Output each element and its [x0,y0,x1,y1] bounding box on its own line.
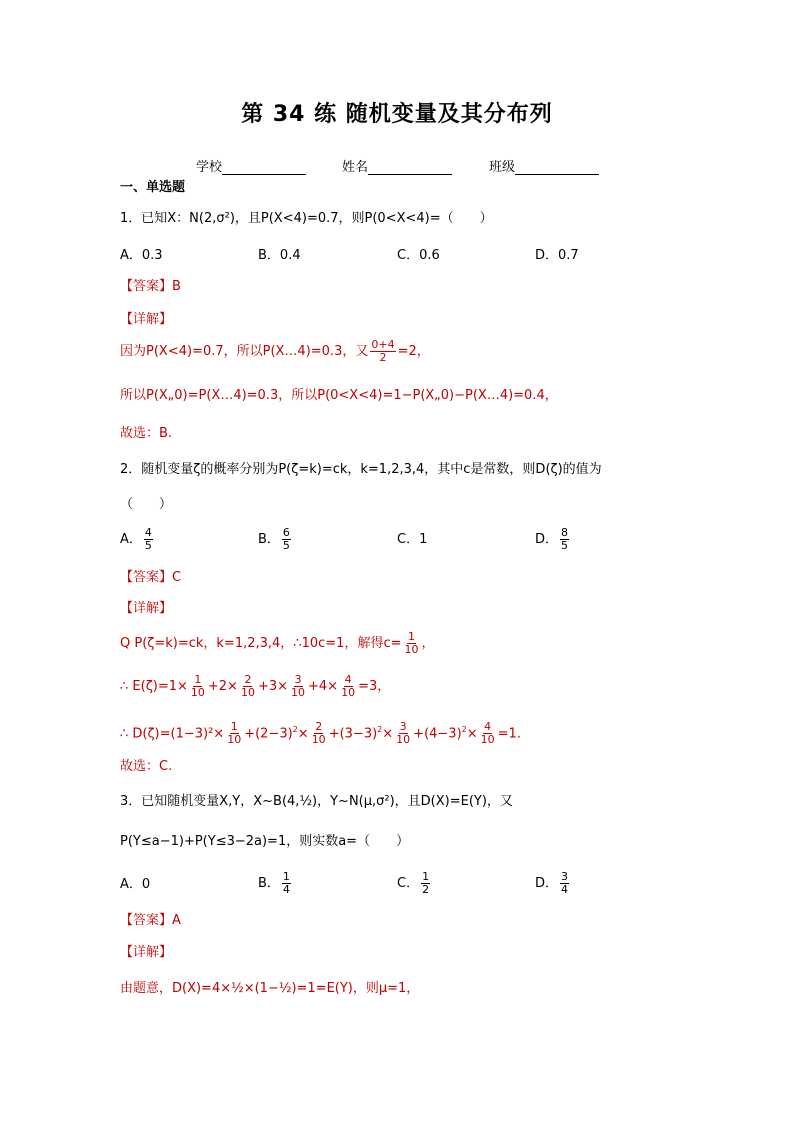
q3-opt-b-num: 1 [282,870,290,883]
q2-sol1-den: 10 [404,643,419,656]
q2-opt-d-fraction [560,527,569,552]
q3-answer: 【答案】A [120,913,181,928]
q1-detail-label: 【详解】 [120,312,173,327]
q3-opt-d-fraction [560,871,569,896]
q1-answer: 【答案】B [120,279,181,294]
q2-opt-b-label: B． [258,532,280,547]
class-field [489,156,599,175]
section-heading: 一、单选题 [120,180,186,195]
school-label: 学校 [196,160,223,175]
q2-sol2-frac4: $\frac{4}{10}$ [341,673,356,699]
q3-option-b [258,870,293,898]
q2-opt-d-den: 5 [561,539,569,552]
q1-stem: 1．已知X：N(2,σ²)，且P(X<4)=0.7，则P(0<X<4)=（ ） [120,211,493,226]
q2-sol1-b: 解得 [357,636,384,651]
q1-conclusion: 故选：B. [120,426,173,441]
q3-opt-c-num: 1 [422,870,430,883]
q3-opt-c-fraction [421,871,430,896]
q3-opt-c-den: 2 [422,883,430,896]
q2-conclusion: 故选：C. [120,759,173,774]
q3-solution-line1: 由题意，D(X)=4×½×(1−½)=1=E(Y)，则μ=1， [120,981,420,996]
q2-sol1-fraction [404,631,420,656]
q1-solution-line2: 所以P(X„0)=P(X…4)=0.3，所以P(0<X<4)=1−P(X„0)−P(X…4)=0.4， [120,388,558,403]
q2-opt-b-den: 5 [282,539,290,552]
q2-option-b [258,526,293,554]
q1-sol1-fraction [370,339,395,364]
q2-opt-a-num: 4 [144,526,152,539]
q3-opt-d-num: 3 [561,870,569,883]
q2-sol2-frac1: $\frac{1}{10}$ [190,673,205,699]
class-label: 班级 [489,160,516,175]
q1-sol1-frac-num: 0+4 [371,338,395,351]
q2-sol1-num: 1 [408,630,415,643]
q2-sol3-frac2: $\frac{2}{10}$ [311,720,326,747]
q2-solution-line1 [120,630,435,658]
q3-opt-d-label: D． [535,876,559,891]
q1-option-d: D．0.7 [535,248,579,263]
q2-opt-a-fraction [144,527,153,552]
q2-sol3-pre: ∴ D(ζ)=(1−3)²× [120,726,225,742]
q1-sol1-text: 因为P(X<4)=0.7，所以P(X…4)=0.3，又 [120,344,369,359]
q2-sol3-frac3: $\frac{3}{10}$ [396,720,411,747]
q2-sol2-pre: ∴ E(ζ)=1× [120,679,188,694]
q2-opt-d-label: D． [535,532,559,547]
q2-opt-d-num: 8 [561,526,569,539]
q2-sol1-c: c= [383,636,402,651]
q2-sol3-frac1: $\frac{1}{10}$ [227,720,242,747]
q2-sol1-a: Q P(ζ=k)=ck，k=1,2,3,4，∴10c=1， [120,636,358,651]
page-title: 第 34 练 随机变量及其分布列 [241,102,553,127]
q2-opt-b-fraction [282,527,291,552]
q2-opt-b-num: 6 [282,526,290,539]
q3-option-d [535,870,571,898]
q2-solution-line3: ∴ D(ζ)=(1−3)²× $\frac{1}{10}$ $+(2-3)^2\times$ $\frac{2}{10}$ $+(3-3)^2\times$ $\frac{3}{10}$ $+(4-3)^2\times$ $\frac{4}{10}$ =1. [120,720,521,747]
q3-opt-c-label: C． [397,876,420,891]
q2-sol2-tail: =3， [358,679,391,694]
q2-sol2-frac2: $\frac{2}{10}$ [240,673,255,699]
q3-opt-b-label: B． [258,876,280,891]
name-label: 姓名 [342,160,369,175]
q2-answer: 【答案】C [120,570,182,585]
q2-sol3-frac4: $\frac{4}{10}$ [480,720,495,747]
q3-option-a: A．0 [120,877,151,892]
school-field [196,156,306,175]
name-blank [368,160,452,175]
q1-option-c: C．0.6 [397,248,440,263]
q1-solution-line1 [120,339,430,365]
q3-opt-b-den: 4 [282,883,290,896]
q1-sol1-frac-den: 2 [379,351,387,364]
q3-opt-d-den: 4 [561,883,569,896]
school-blank [222,160,306,175]
q3-stem: 3．已知随机变量X,Y，X~B(4,½)，Y~N(μ,σ²)，且D(X)=E(Y)，又 [120,794,513,809]
q2-option-d [535,526,571,554]
name-field [342,156,452,175]
class-blank [515,160,599,175]
q2-opt-a-label: A． [120,532,142,547]
q2-sol2-frac3: $\frac{3}{10}$ [291,673,306,699]
q1-option-b: B．0.4 [258,248,301,263]
q1-sol1-tail: =2， [397,344,430,359]
q2-sol3-tail: =1. [497,726,521,742]
q2-opt-a-den: 5 [144,539,152,552]
q2-stem-paren: （ ） [120,497,173,512]
q2-solution-line2: ∴ E(ζ)=1× $\frac{1}{10}$ +2× $\frac{2}{10}$ +3× $\frac{3}{10}$ +4× $\frac{4}{10}$ =3， [120,673,391,699]
q1-option-a: A．0.3 [120,248,163,263]
q3-stem-line2: P(Y≤a−1)+P(Y≤3−2a)=1，则实数a=（ ） [120,834,410,849]
q3-detail-label: 【详解】 [120,945,173,960]
q3-opt-b-fraction [282,871,291,896]
q3-option-c [397,870,432,898]
q2-sol1-tail: ， [421,636,435,651]
q2-detail-label: 【详解】 [120,601,173,616]
q2-stem: 2．随机变量ζ的概率分别为P(ζ=k)=ck，k=1,2,3,4，其中c是常数，则D(ζ)的值为 [120,462,602,477]
q2-option-a [120,526,155,554]
q2-option-c: C．1 [397,532,428,547]
